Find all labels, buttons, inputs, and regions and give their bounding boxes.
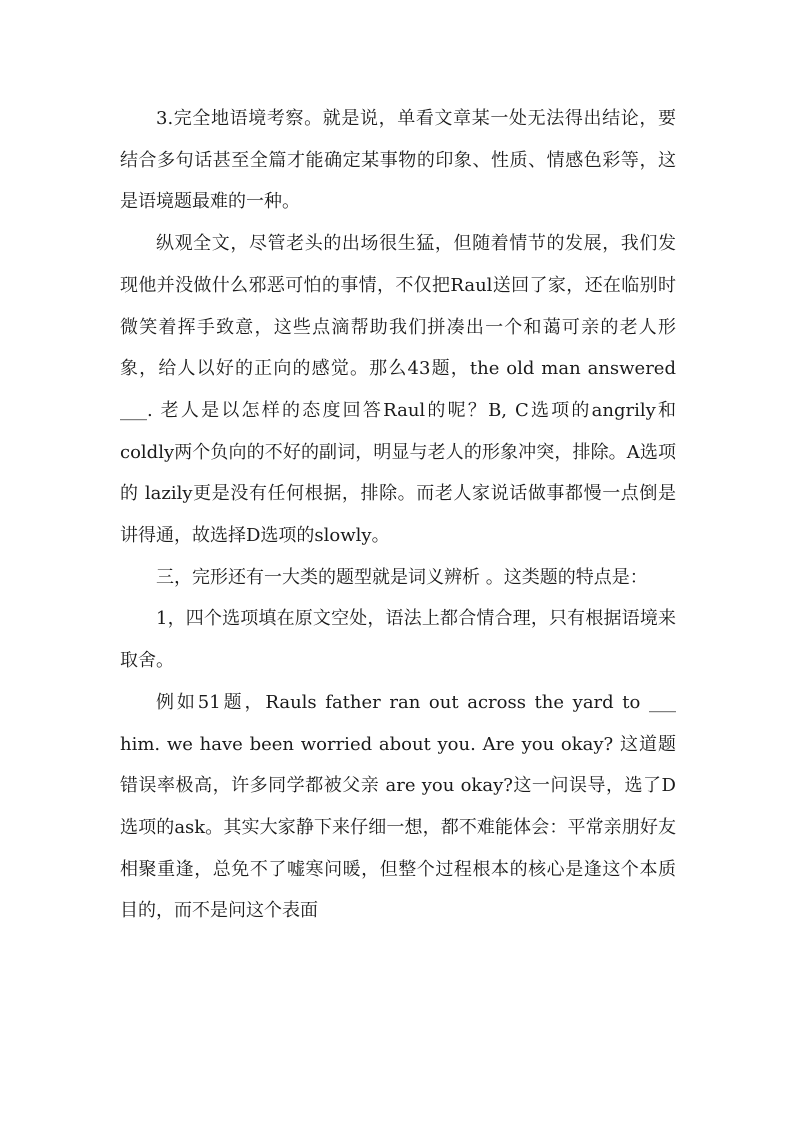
paragraph-word-meaning: 三，完形还有一大类的题型就是词义辨析 。这类题的特点是： <box>156 566 648 588</box>
body-text <box>120 98 676 932</box>
paragraph-question-43: 纵观全文，尽管老头的出场很生猛，但随着情节的发展，我们发现他并没做什么邪恶可怕的事情，不仅把Raul送回了家，还在临别时微笑着挥手致意，这些点滴帮助我们拼凑出一个和蔼可亲的老人形象，给人以好的正向的感觉。那么43题，the old man answered ___. 老人是以怎样的态度回答Raul的呢？B, C选项的angrily和coldly两个负向的不好的副词，明显与老人的形象冲突，排除。A选项的 lazily更是没有任何根据，排除。而老人家说话做事都慢一点倒是讲得通，故选择D选项的slowly。 <box>120 233 676 547</box>
paragraph-context-analysis: 3.完全地语境考察。就是说，单看文章某一处无法得出结论，要结合多句话甚至全篇才能确定某事物的印象、性质、情感色彩等，这是语境题最难的一种。 <box>120 108 676 213</box>
paragraph-question-51: 例如51题，Rauls father ran out across the yard to ___ him. we have been worried about you. Are you okay? 这道题错误率极高，许多同学都被父亲 are you okay?这一问误导，选了D选项的ask。其实大家静下来仔细一想，都不难能体会：平常亲朋好友相聚重逢，总免不了嘘寒问暖，但整个过程根本的核心是逢这个本质目的，而不是问这个表面 <box>120 691 676 922</box>
paragraph-point-1: 1，四个选项填在原文空处，语法上都合情合理，只有根据语境来取舍。 <box>120 608 676 672</box>
